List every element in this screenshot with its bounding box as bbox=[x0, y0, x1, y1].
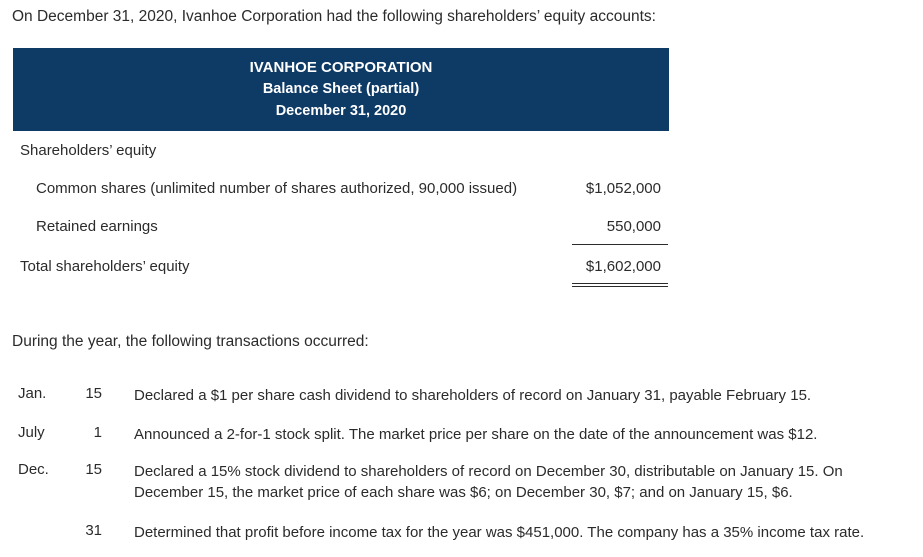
transactions-intro: During the year, the following transactions occurred: bbox=[12, 333, 369, 350]
common-shares-label: Common shares (unlimited number of shares authorized, 90,000 issued) bbox=[36, 180, 518, 197]
transaction-text: Announced a 2-for-1 stock split. The market price per share on the date of the announcement was $12. bbox=[134, 426, 818, 443]
company-name: IVANHOE CORPORATION bbox=[249, 59, 433, 76]
transaction-text: Declared a 15% stock dividend to shareholders of record on December 30, distributable on January 15. On December 15, the market price of each share was $6; on December 30, $7; and on January 15, $6. bbox=[134, 463, 843, 501]
transaction-day: 15 bbox=[85, 385, 102, 402]
intro-text: On December 31, 2020, Ivanhoe Corporation had the following shareholders’ equity accounts: bbox=[12, 8, 656, 25]
transaction-day: 31 bbox=[85, 522, 102, 539]
statement-date: December 31, 2020 bbox=[275, 103, 407, 119]
double-rule-bottom bbox=[572, 286, 668, 287]
transaction-text: Declared a $1 per share cash dividend to shareholders of record on January 31, payable February 15. bbox=[134, 387, 812, 404]
transaction-month: Dec. bbox=[18, 461, 49, 478]
transaction-day: 15 bbox=[85, 461, 102, 478]
transaction-month: July bbox=[18, 424, 45, 441]
subtotal-rule bbox=[572, 244, 668, 245]
total-equity-label: Total shareholders’ equity bbox=[20, 258, 190, 275]
total-equity-amount: $1,602,000 bbox=[585, 258, 661, 275]
retained-earnings-amount: 550,000 bbox=[606, 218, 661, 235]
section-label: Shareholders’ equity bbox=[20, 142, 157, 159]
transaction-text: Determined that profit before income tax for the year was $451,000. The company has a 35% income tax rate. bbox=[134, 524, 865, 541]
retained-earnings-label: Retained earnings bbox=[36, 218, 158, 235]
double-rule-top bbox=[572, 283, 668, 284]
transaction-day: 1 bbox=[93, 424, 102, 441]
common-shares-amount: $1,052,000 bbox=[585, 180, 661, 197]
balance-sheet-header bbox=[13, 48, 669, 131]
statement-title: Balance Sheet (partial) bbox=[262, 81, 420, 97]
transaction-month: Jan. bbox=[18, 385, 47, 402]
